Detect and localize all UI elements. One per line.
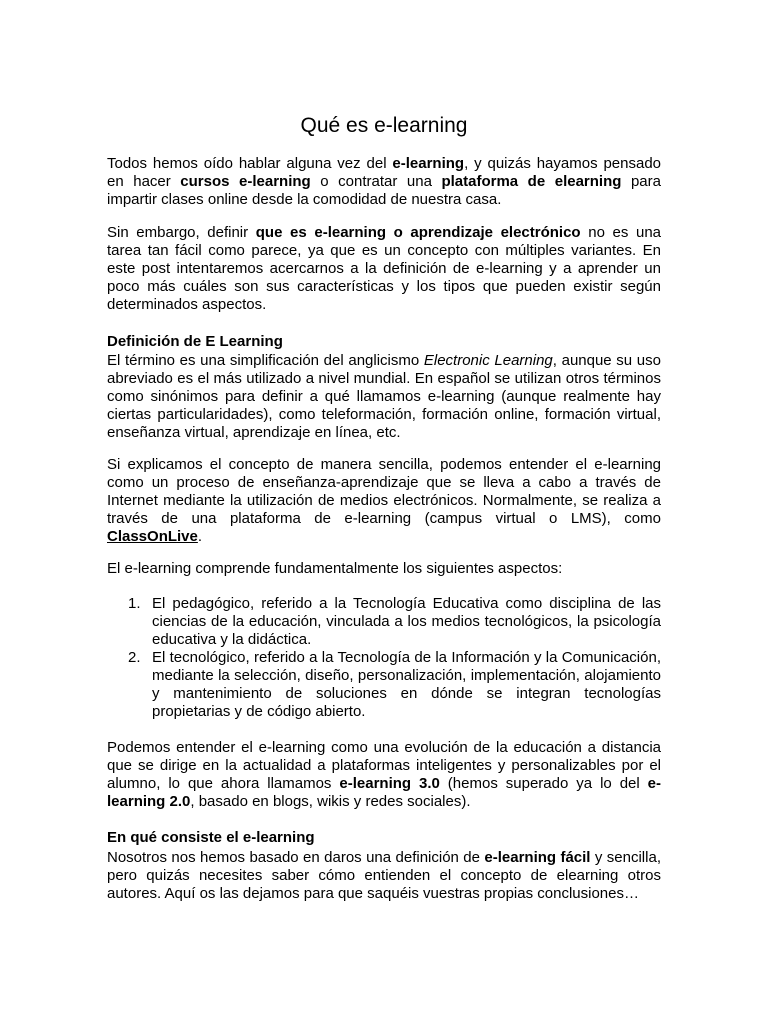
bold-text: que es e-learning o aprendizaje electrónico — [255, 224, 581, 241]
text: , y quizás hayamos pensado en hacer — [107, 155, 661, 190]
list-number: 2. — [128, 649, 141, 666]
text: . — [197, 528, 203, 545]
list-item — [107, 649, 661, 721]
text: El término es una simplificación del anglicismo — [107, 352, 424, 369]
bold-text: e-learning 2.0 — [107, 775, 662, 810]
paragraph-term — [107, 352, 661, 442]
text: Si explicamos el concepto de manera sencilla, podemos entender el e-learning como un proceso de enseñanza-aprendizaje que se lleva a cabo a través de Internet mediante la utilización de medios electrónicos. Normalmente, se realiza a través de una plataforma de e-learning (campus virtual o LMS), como — [107, 456, 661, 527]
text: o contratar una — [310, 173, 442, 190]
page-title: Qué es e-learning — [300, 114, 468, 137]
paragraph-aspects-intro: El e-learning comprende fundamentalmente los siguientes aspectos: — [107, 560, 563, 577]
text: Nosotros nos hemos basado en daros una definición de — [107, 849, 485, 866]
list-item-text: El tecnológico, referido a la Tecnología de la Información y la Comunicación, mediante la selección, diseño, personalización, implementación, alojamiento y mantenimiento de soluciones en dónde se integran tecnologías propietarias y de código abierto. — [152, 649, 661, 720]
paragraph-evolution — [107, 739, 661, 811]
text: y sencilla, pero quizás necesites saber cómo entienden el concepto de elearning otros autores. Aquí os las dejamos para que saquéis vuestras propias conclusiones… — [107, 849, 661, 902]
bold-text: plataforma de elearning — [441, 173, 622, 190]
classonlive-link[interactable]: ClassOnLive — [107, 528, 198, 545]
paragraph-conclusion — [107, 849, 661, 903]
list-number: 1. — [128, 595, 141, 612]
text: , aunque su uso abreviado es el más utilizado a nivel mundial. En español se utilizan otros términos como sinónimos para definir a qué llamamos e-learning (aunque realmente hay ciertas particularidades), como teleformación, formación online, formación virtual, enseñanza virtual, aprendizaje en línea, etc. — [107, 352, 661, 441]
aspects-list — [107, 595, 661, 721]
bold-text: e-learning 3.0 — [339, 775, 440, 792]
text: Sin embargo, definir — [107, 224, 256, 241]
text: Todos hemos oído hablar alguna vez del — [107, 155, 393, 172]
text: no es una tarea tan fácil como parece, ya que es un concepto con múltiples variantes. En este post intentaremos acercarnos a la definición de e-learning y a aprender un poco más cuáles son sus características y los tipos que pueden existir según determinados aspectos. — [107, 224, 662, 313]
text: (hemos superado ya lo del — [439, 775, 648, 792]
text: Podemos entender el e-learning como una evolución de la educación a distancia que se dirige en la actualidad a plataformas inteligentes y personalizables por el alumno, lo que ahora llamamos — [107, 739, 661, 792]
section-heading-consiste: En qué consiste el e-learning — [107, 829, 315, 846]
section-heading-definition: Definición de E Learning — [107, 333, 283, 350]
text: , basado en blogs, wikis y redes sociales). — [190, 793, 471, 810]
paragraph-definition-intro — [107, 224, 661, 314]
paragraph-intro — [107, 155, 661, 209]
bold-text: cursos e-learning — [180, 173, 311, 190]
text: para impartir clases online desde la comodidad de nuestra casa. — [107, 173, 661, 208]
list-item-text: El pedagógico, referido a la Tecnología Educativa como disciplina de las ciencias de la educación, vinculada a los medios tecnológicos, la psicología educativa y la didáctica. — [152, 595, 661, 648]
italic-text: Electronic Learning — [423, 352, 553, 369]
bold-text: e-learning — [392, 155, 465, 172]
list-item — [107, 595, 661, 649]
paragraph-concept — [107, 456, 661, 546]
bold-text: e-learning fácil — [484, 849, 591, 866]
